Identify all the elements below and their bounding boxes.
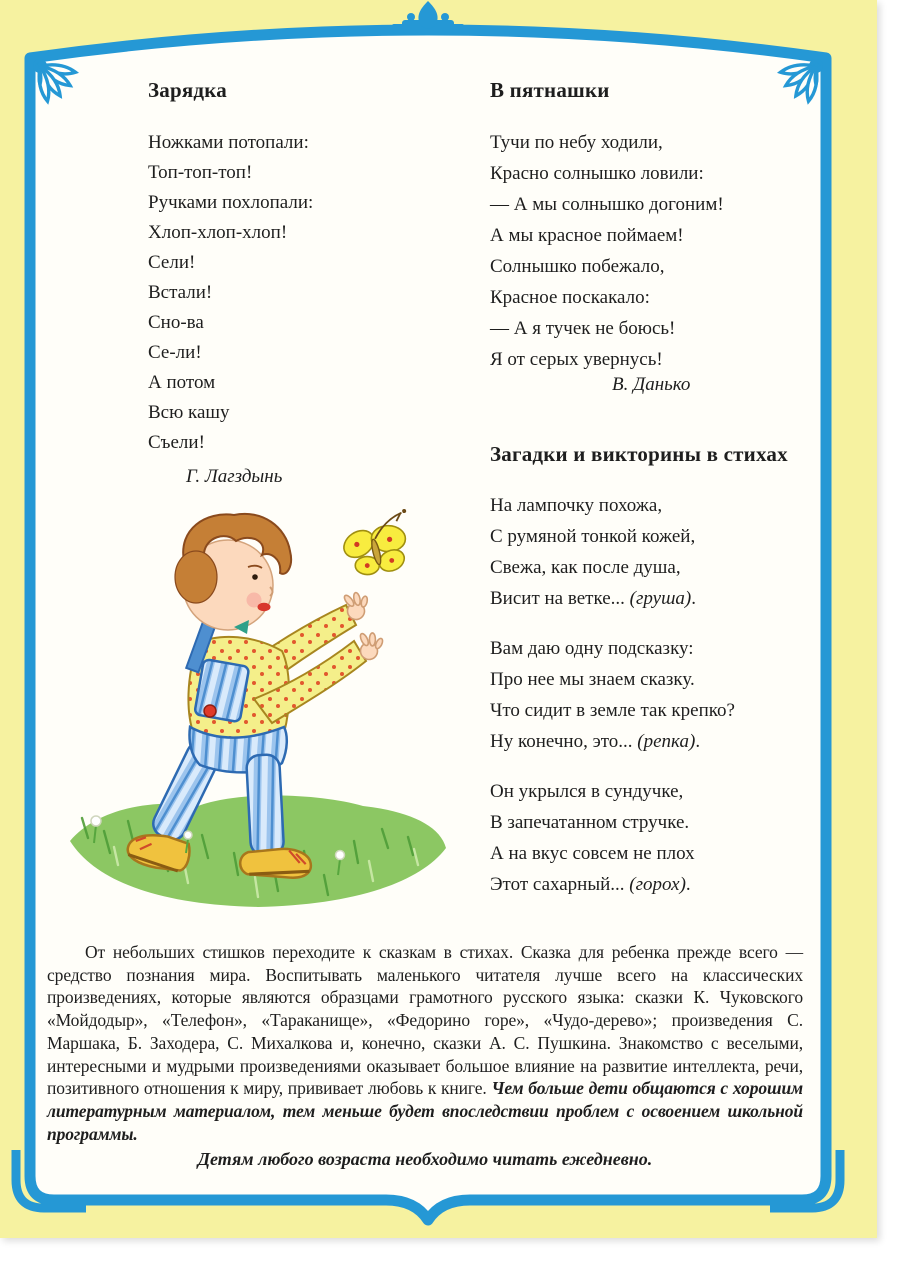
riddle-line-text: . bbox=[685, 874, 691, 895]
poem-line: Красное поскакало: bbox=[490, 287, 650, 308]
footer-note: Детям любого возраста необходимо читать ежедневно. bbox=[197, 1149, 653, 1169]
riddle-line-text: Ну конечно, это... bbox=[490, 731, 638, 752]
riddle-answer: (груша) bbox=[629, 588, 692, 609]
paragraph-text: От небольших стишков переходите к сказкам в стихах. Сказка для ребенка прежде всего — средство познания мира. Воспитывать маленького читателя лучше всего на классических произведениях, которые являются образцами грамотного русского языка: сказки К. Чуковского «Мойдодыр», «Телефон», «Тараканище», «Федорино горе», «Чудо-дерево»; произведения С. Маршака, Б. Заходера, С. Михалкова и, конечно, сказки А. С. Пушкина. Знакомство с веселыми, интересными и мудрыми произведениями оказывает большое влияние на развитие интеллекта, речи, позитивного отношения к миру, прививает любовь к книге. bbox=[47, 942, 803, 1099]
poem-line: Солнышко побежало, bbox=[490, 256, 665, 277]
poem-line: Се-ли! bbox=[148, 342, 202, 363]
poem-line: Встали! bbox=[148, 282, 213, 303]
poem-line: Сели! bbox=[148, 252, 196, 273]
riddle-line: Вам даю одну подсказку: bbox=[490, 638, 694, 659]
poem-line: Красно солнышко ловили: bbox=[490, 163, 704, 184]
riddle-stanza bbox=[490, 633, 735, 757]
poem-title-zaryadka: Зарядка bbox=[148, 78, 227, 102]
paragraph-emphasis: Чем больше дети общаются с хорошим литературным материалом, тем меньше будет впоследствии проблем с освоением школьной программы. bbox=[47, 1078, 803, 1144]
poem-zaryadka bbox=[148, 128, 313, 458]
riddle-line: А на вкус совсем не плох bbox=[490, 843, 695, 864]
poem-line: Сно-ва bbox=[148, 312, 204, 333]
advice-paragraph bbox=[47, 941, 803, 1145]
poem-line: Всю кашу bbox=[148, 402, 230, 423]
riddle-answer-line bbox=[490, 869, 735, 900]
poem-line: Тучи по небу ходили, bbox=[490, 132, 663, 153]
riddle-line: Про нее мы знаем сказку. bbox=[490, 669, 695, 690]
riddle-answer-line bbox=[490, 726, 735, 757]
poem-author: В. Данько bbox=[612, 374, 691, 395]
poem-line: Съели! bbox=[148, 432, 205, 453]
riddle-line: Что сидит в земле так крепко? bbox=[490, 700, 735, 721]
overalls-button bbox=[204, 705, 216, 717]
boy-butterfly-illustration bbox=[58, 503, 460, 915]
riddle-line-text: Этот сахарный... bbox=[490, 874, 630, 895]
riddles-block bbox=[490, 490, 735, 919]
front-shoe bbox=[240, 847, 312, 878]
boy-head bbox=[175, 514, 291, 634]
poem-author: Г. Лагздынь bbox=[186, 466, 283, 487]
finial-icon bbox=[392, 1, 464, 33]
riddle-line-text: Висит на ветке... bbox=[490, 588, 630, 609]
riddle-line: Свежа, как после душа, bbox=[490, 557, 681, 578]
poem-line: — А я тучек не боюсь! bbox=[490, 318, 676, 339]
riddle-stanza bbox=[490, 776, 735, 900]
riddle-answer: (репка) bbox=[637, 731, 696, 752]
butterfly-icon bbox=[335, 509, 420, 584]
poem-line: Топ-топ-топ! bbox=[148, 162, 253, 183]
poem-line: — А мы солнышко догоним! bbox=[490, 194, 724, 215]
poem-line: А мы красное поймаем! bbox=[490, 225, 684, 246]
riddles-heading: Загадки и викторины в стихах bbox=[490, 442, 788, 466]
poem-line: Ручками похлопали: bbox=[148, 192, 314, 213]
poem-line: А потом bbox=[148, 372, 216, 393]
poem-line: Я от серых увернусь! bbox=[490, 349, 663, 370]
riddle-answer: (горох) bbox=[629, 874, 686, 895]
riddle-line-text: . bbox=[691, 588, 696, 609]
riddle-line: С румяной тонкой кожей, bbox=[490, 526, 696, 547]
riddle-line: В запечатанном стручке. bbox=[490, 812, 690, 833]
riddle-answer-line bbox=[490, 583, 735, 614]
riddle-stanza bbox=[490, 490, 735, 614]
poem-line: Ножками потопали: bbox=[148, 132, 309, 153]
poem-line: Хлоп-хлоп-хлоп! bbox=[148, 222, 288, 243]
riddle-line-text: . bbox=[695, 731, 701, 752]
riddle-line: На лампочку похожа, bbox=[490, 495, 663, 516]
riddle-line: Он укрылся в сундучке, bbox=[490, 781, 684, 802]
poem-title-pyatnashki: В пятнашки bbox=[490, 78, 610, 102]
poem-pyatnashki bbox=[490, 127, 724, 375]
